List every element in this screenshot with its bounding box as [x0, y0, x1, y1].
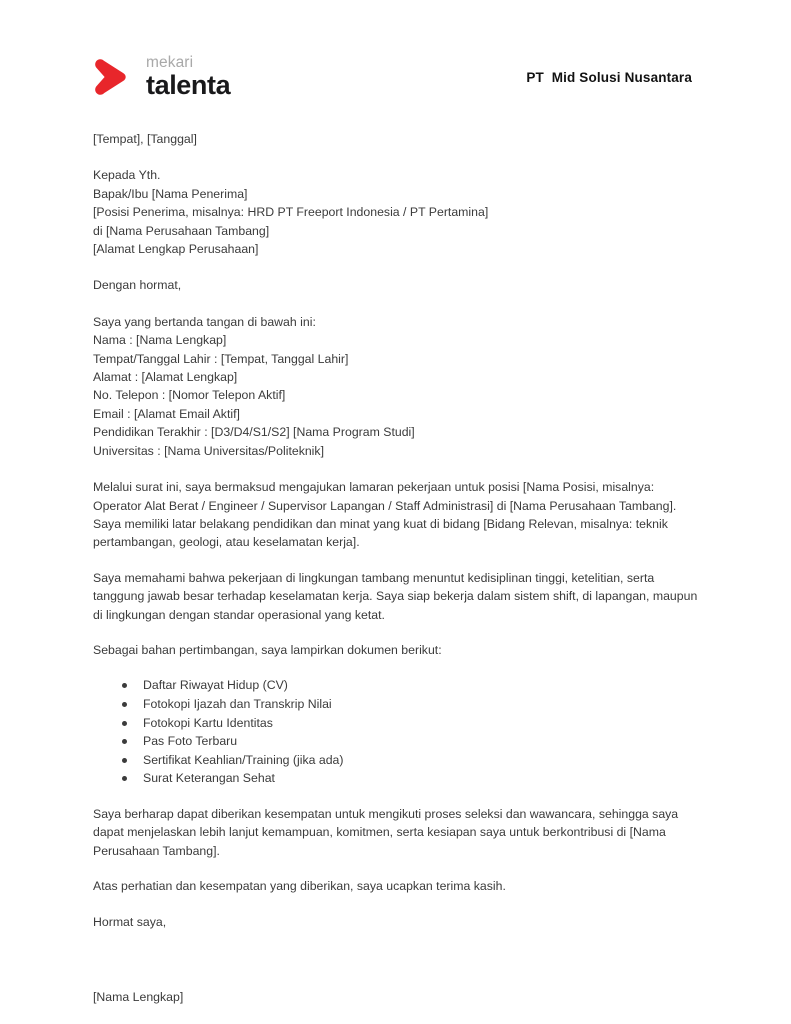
list-item: [122, 769, 701, 788]
logo-word-mekari: mekari: [146, 53, 194, 71]
place-date-block: [93, 130, 701, 148]
identity-field-email: Email : [Alamat Email Aktif]: [93, 406, 240, 421]
logo-wordmark: [146, 55, 230, 100]
identity-field-nama: Nama : [Nama Lengkap]: [93, 333, 227, 348]
place-date: [Tempat], [Tanggal]: [93, 132, 197, 146]
recipient-position: [Posisi Penerima, misalnya: HRD PT Freeport Indonesia / PT Pertamina]: [93, 205, 489, 220]
attachments-intro: Sebagai bahan pertimbangan, saya lampirkan dokumen berikut:: [93, 642, 442, 657]
recipient-block: [93, 166, 701, 258]
document-header: [93, 48, 698, 106]
list-item: [122, 732, 701, 751]
bullet-icon: [122, 702, 127, 707]
list-item-label: Sertifikat Keahlian/Training (jika ada): [143, 752, 344, 767]
bullet-icon: [122, 776, 127, 781]
paragraph-request-interview: Saya berharap dapat diberikan kesempatan untuk mengikuti proses seleksi dan wawancara, sehingga saya dapat menjelaskan lebih lanjut kemampuan, komitmen, serta kesiapan saya untuk berkontribusi di [Nama Perusahaan Tambang].: [93, 806, 679, 858]
recipient-address: [Alamat Lengkap Perusahaan]: [93, 242, 259, 257]
letter-body: [93, 130, 701, 1006]
paragraph-thanks: Atas perhatian dan kesempatan yang diberikan, saya ucapkan terima kasih.: [93, 879, 506, 894]
mekari-chevron-icon: [93, 56, 137, 98]
list-item: [122, 695, 701, 714]
list-item-label: Pas Foto Terbaru: [143, 734, 238, 749]
bullet-icon: [122, 739, 127, 744]
list-item-label: Daftar Riwayat Hidup (CV): [143, 678, 288, 693]
identity-block: [93, 313, 701, 460]
attachments-list: [93, 676, 701, 788]
recipient-name: Bapak/Ibu [Nama Penerima]: [93, 186, 248, 201]
greeting: Dengan hormat,: [93, 278, 182, 293]
list-item-label: Fotokopi Ijazah dan Transkrip Nilai: [143, 696, 332, 711]
identity-field-universitas: Universitas : [Nama Universitas/Politeknik]: [93, 443, 324, 458]
identity-field-pendidikan: Pendidikan Terakhir : [D3/D4/S1/S2] [Nama Program Studi]: [93, 425, 415, 440]
logo-word-talenta: talenta: [146, 70, 231, 101]
identity-intro: Saya yang bertanda tangan di bawah ini:: [93, 314, 316, 329]
list-item: [122, 751, 701, 770]
list-item: [122, 676, 701, 695]
greeting-block: [93, 276, 701, 294]
recipient-salutation: Kepada Yth.: [93, 168, 161, 183]
closing-salutation: Hormat saya,: [93, 914, 167, 929]
bullet-icon: [122, 721, 127, 726]
list-item: [122, 714, 701, 733]
company-name: PT Mid Solusi Nusantara: [526, 69, 692, 85]
paragraph-intent: Melalui surat ini, saya bermaksud mengajukan lamaran pekerjaan untuk posisi [Nama Posisi, misalnya: Operator Alat Berat / Engineer / Supervisor Lapangan / Staff Administrasi] di [Nama Perusahaan Tambang]. Saya memiliki latar belakang pendidikan dan minat yang kuat di bidang [Bidang Relevan, misalnya: teknik pertambangan, geologi, atau keselamatan kerja].: [93, 480, 677, 550]
identity-field-tempat-tanggal-lahir: Tempat/Tanggal Lahir : [Tempat, Tanggal Lahir]: [93, 351, 349, 366]
signature-name: [Nama Lengkap]: [93, 989, 184, 1004]
recipient-company: di [Nama Perusahaan Tambang]: [93, 223, 270, 238]
list-item-label: Surat Keterangan Sehat: [143, 771, 275, 786]
identity-field-telepon: No. Telepon : [Nomor Telepon Aktif]: [93, 388, 286, 403]
list-item-label: Fotokopi Kartu Identitas: [143, 715, 273, 730]
identity-field-alamat: Alamat : [Alamat Lengkap]: [93, 370, 238, 385]
paragraph-commitment: Saya memahami bahwa pekerjaan di lingkungan tambang menuntut kedisiplinan tinggi, ketelitian, serta tanggung jawab besar terhadap keselamatan kerja. Saya siap bekerja dalam sistem shift, di lapangan, maupun di lingkungan dengan standar operasional yang ketat.: [93, 570, 698, 622]
bullet-icon: [122, 683, 127, 688]
signature-space: [93, 948, 701, 988]
mekari-talenta-logo: [93, 55, 230, 100]
bullet-icon: [122, 758, 127, 763]
